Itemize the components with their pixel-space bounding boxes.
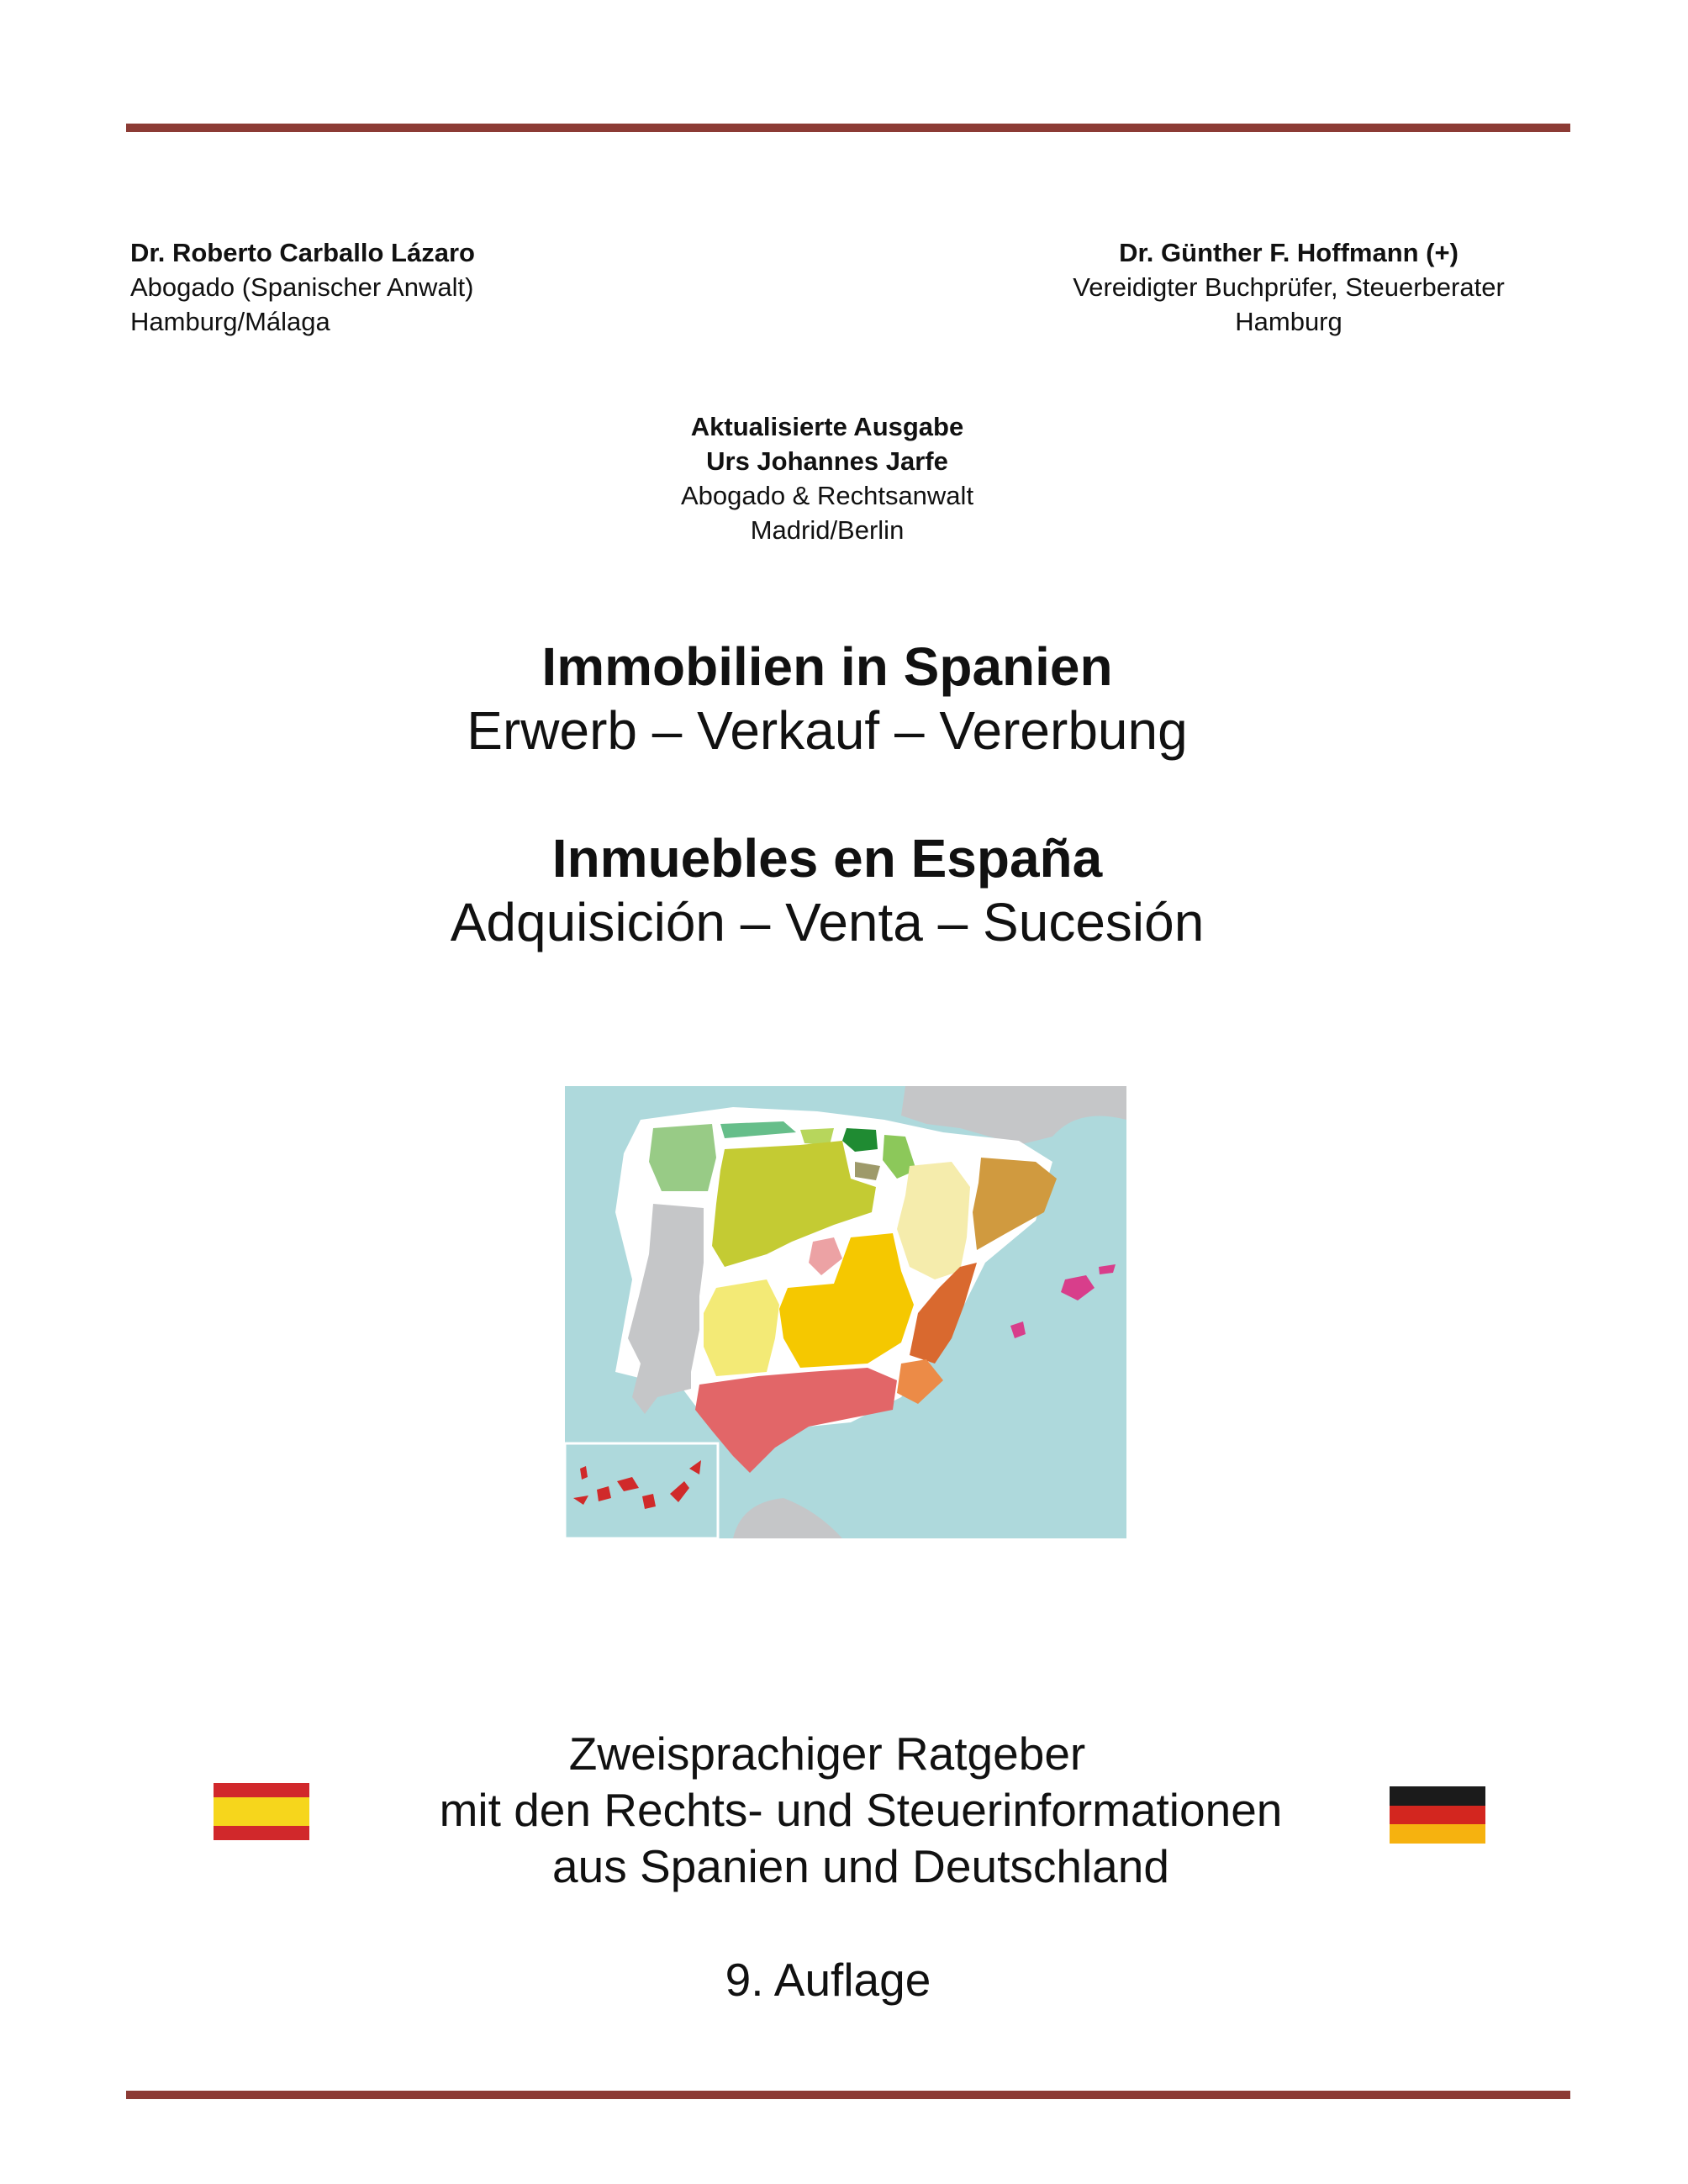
description-line-3: aus Spanien und Deutschland	[552, 1840, 1169, 1892]
spain-regions-map	[565, 1086, 1126, 1538]
update-author-role: Abogado & Rechtsanwalt	[680, 481, 974, 510]
author-right-role: Vereidigter Buchprüfer, Steuerberater	[1073, 272, 1505, 302]
update-heading: Aktualisierte Ausgabe	[690, 412, 964, 441]
germany-flag-icon	[1390, 1786, 1485, 1844]
author-right-name: Dr. Günther F. Hoffmann (+)	[1119, 238, 1459, 267]
bottom-divider-rule	[126, 2091, 1570, 2099]
region-extremadura	[704, 1279, 779, 1376]
region-galicia	[649, 1124, 716, 1191]
edition-label: 9. Auflage	[725, 1954, 931, 2006]
author-right	[1049, 235, 1528, 339]
title-block-spanish	[298, 826, 1357, 954]
update-author	[592, 409, 1063, 547]
title-block-german	[298, 635, 1357, 762]
description-block	[370, 1726, 1352, 1895]
author-left	[130, 235, 475, 339]
book-subtitle-spanish: Adquisición – Venta – Sucesión	[450, 892, 1205, 952]
canary-inset-frame	[565, 1443, 718, 1538]
author-right-city: Hamburg	[1235, 307, 1342, 336]
author-left-city: Hamburg/Málaga	[130, 307, 330, 336]
book-subtitle-german: Erwerb – Verkauf – Vererbung	[467, 700, 1188, 761]
spain-flag-icon	[214, 1783, 309, 1840]
update-author-name: Urs Johannes Jarfe	[706, 446, 948, 476]
author-left-name: Dr. Roberto Carballo Lázaro	[130, 238, 475, 267]
update-author-city: Madrid/Berlin	[750, 515, 905, 545]
description-line-1: Zweisprachiger Ratgeber	[568, 1728, 1086, 1780]
top-divider-rule	[126, 124, 1570, 132]
region-aragon	[897, 1162, 970, 1279]
description-line-2: mit den Rechts- und Steuerinformationen	[439, 1784, 1283, 1836]
author-left-role: Abogado (Spanischer Anwalt)	[130, 272, 474, 302]
book-title-spanish: Inmuebles en España	[551, 828, 1103, 889]
book-title-german: Immobilien in Spanien	[541, 636, 1113, 697]
